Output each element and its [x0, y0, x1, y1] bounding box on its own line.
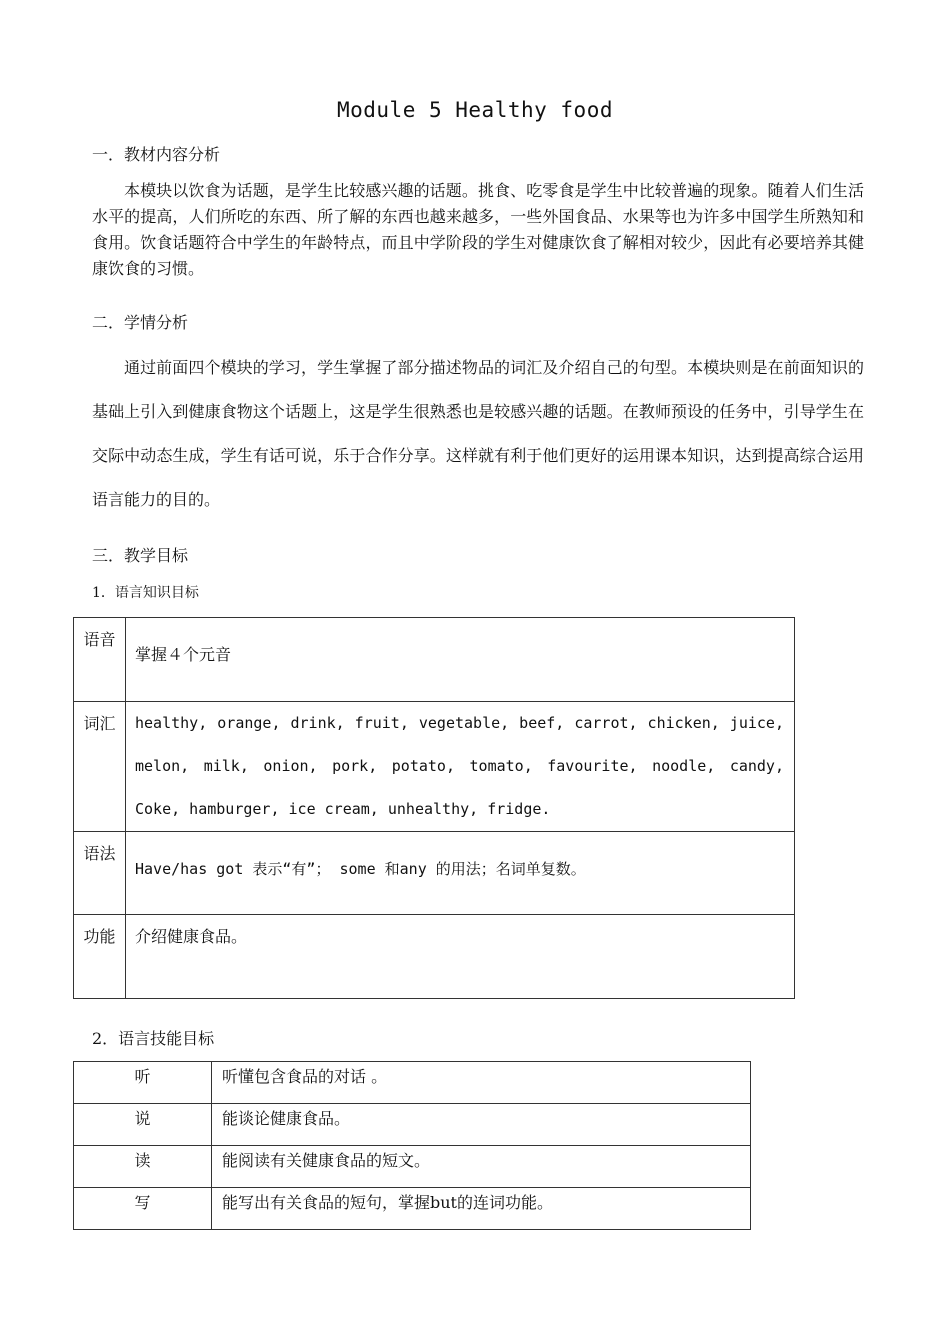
row-content-pronunciation: 掌握４个元音	[126, 618, 795, 702]
row-content-listening: 听懂包含食品的对话 。	[212, 1062, 751, 1104]
table-row	[74, 1188, 751, 1230]
section-heading-content-analysis: 一．教材内容分析	[92, 145, 221, 164]
table-row	[74, 618, 795, 702]
row-content-grammar: Have/has got 表示“有”； some 和any 的用法；名词单复数。	[126, 832, 795, 915]
language-knowledge-table	[73, 617, 795, 999]
row-label-pronunciation: 语音	[74, 618, 126, 702]
table-row	[74, 832, 795, 915]
row-label-grammar: 语法	[74, 832, 126, 915]
row-label-writing: 写	[74, 1188, 212, 1230]
table-row	[74, 702, 795, 832]
row-label-listening: 听	[74, 1062, 212, 1104]
row-content-speaking: 能谈论健康食品。	[212, 1104, 751, 1146]
table-row	[74, 1146, 751, 1188]
row-content-reading: 能阅读有关健康食品的短文。	[212, 1146, 751, 1188]
subheading-language-knowledge: 1．语言知识目标	[92, 585, 199, 601]
section-heading-student-analysis: 二．学情分析	[92, 313, 189, 332]
language-skills-table	[73, 1061, 751, 1230]
table-row	[74, 1062, 751, 1104]
row-label-reading: 读	[74, 1146, 212, 1188]
subheading-language-skills: 2．语言技能目标	[92, 1029, 215, 1048]
row-label-vocabulary: 词汇	[74, 702, 126, 832]
page-title: Module 5 Healthy food	[336, 98, 613, 122]
row-label-speaking: 说	[74, 1104, 212, 1146]
row-label-function: 功能	[74, 915, 126, 999]
row-content-function: 介绍健康食品。	[126, 915, 795, 999]
table-row	[74, 1104, 751, 1146]
student-analysis-paragraph: 通过前面四个模块的学习，学生掌握了部分描述物品的词汇及介绍自己的句型。本模块则是在前面知识的基础上引入到健康食物这个话题上，这是学生很熟悉也是较感兴趣的话题。在教师预设的任务中，引导学生在交际中动态生成，学生有话可说，乐于合作分享。这样就有利于他们更好的运用课本知识，达到提高综合运用语言能力的目的。	[92, 358, 864, 509]
content-analysis-paragraph: 本模块以饮食为话题，是学生比较感兴趣的话题。挑食、吃零食是学生中比较普遍的现象。随着人们生活水平的提高，人们所吃的东西、所了解的东西也越来越多，一些外国食品、水果等也为许多中国学生所熟知和食用。饮食话题符合中学生的年龄特点，而且中学阶段的学生对健康饮食了解相对较少，因此有必要培养其健康饮食的习惯。	[92, 181, 864, 278]
table-row	[74, 915, 795, 999]
row-content-writing: 能写出有关食品的短句，掌握but的连词功能。	[212, 1188, 751, 1230]
row-content-vocabulary: healthy, orange, drink, fruit, vegetable, beef, carrot, chicken, juice, melon, milk, onion, pork, potato, tomato, favourite, noodle, candy, Coke, hamburger, ice cream, unhealthy, fridge.	[126, 702, 795, 832]
section-heading-teaching-goals: 三．教学目标	[92, 546, 189, 565]
